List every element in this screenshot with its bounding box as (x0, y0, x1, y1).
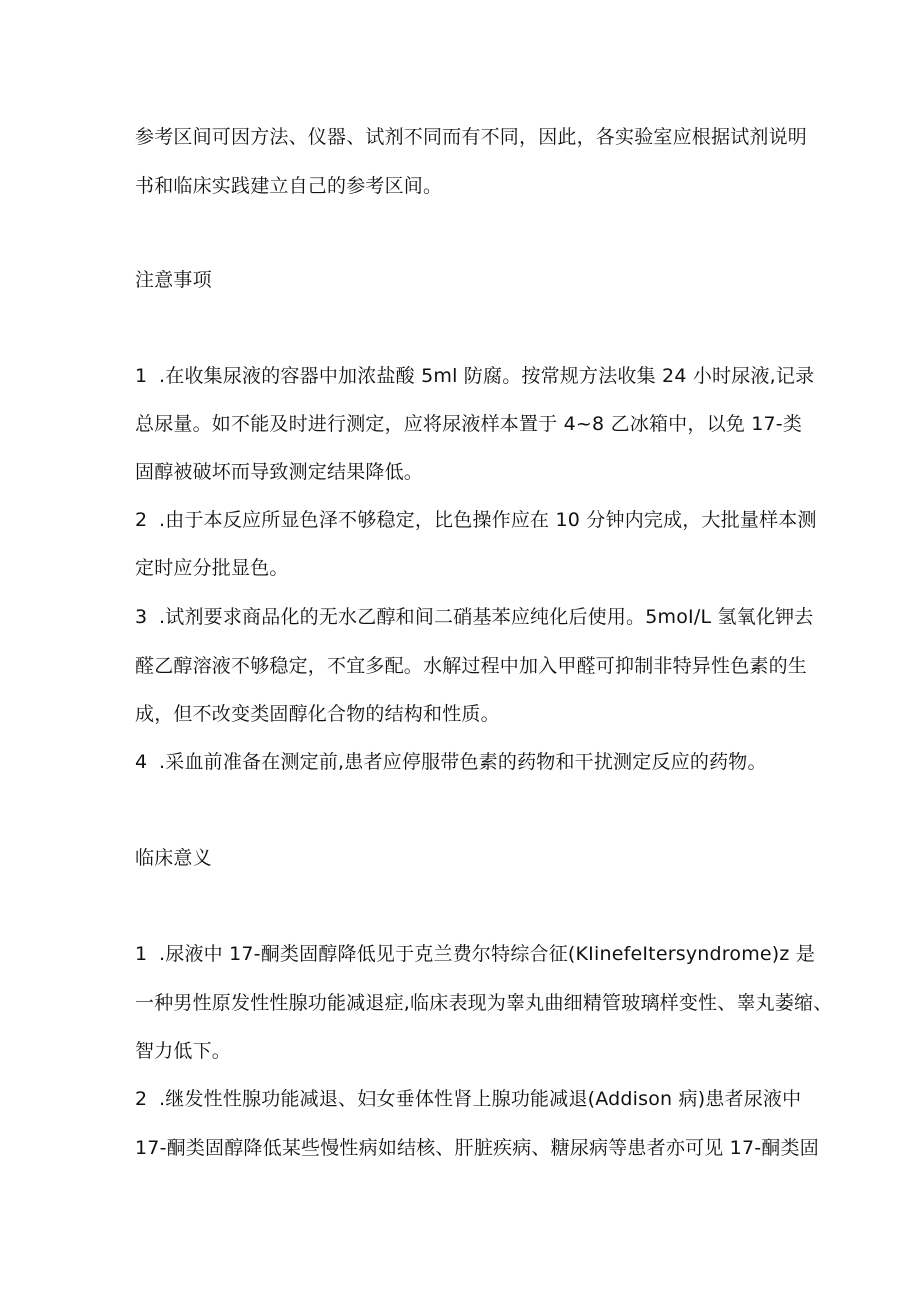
list-number: 2 (135, 509, 148, 531)
clinical-item-1-line (135, 942, 815, 966)
clinical-item-1-line: 一种男性原发性性腺功能减退症,临床表现为睾丸曲细精管玻璃样变性、睾丸萎缩、 (135, 992, 833, 1014)
clinical-item-2-line: 17-酮类固醇降低某些慢性病如结核、肝脏疾病、糖尿病等患者亦可见 17-酮类固 (135, 1137, 819, 1159)
list-number: 3 (135, 606, 148, 628)
list-number: 1 (135, 943, 148, 965)
list-number: 1 (135, 365, 148, 387)
list-item-1-line (135, 364, 814, 388)
list-item-1-line: 固醇被破坏而导致测定结果降低。 (135, 461, 424, 483)
list-text: .在收集尿液的容器中加浓盐酸 5ml 防腐。按常规方法收集 24 小时尿液,记录 (159, 365, 815, 387)
list-item-3-line: 成，但不改变类固醇化合物的结构和性质。 (135, 703, 500, 725)
section-heading-clinical-significance: 临床意义 (135, 847, 212, 869)
list-text: .采血前准备在测定前,患者应停服带色素的药物和干扰测定反应的药物。 (159, 751, 767, 773)
section-heading-precautions: 注意事项 (135, 269, 212, 291)
list-item-3-line: 醛乙醇溶液不够稳定，不宜多配。水解过程中加入甲醛可抑制非特异性色素的生 (135, 655, 808, 677)
list-number: 4 (135, 751, 148, 773)
list-text: .尿液中 17-酮类固醇降低见于克兰费尔特综合征(KIinefeItersyndrome)z 是 (159, 943, 816, 965)
paragraph-line: 书和临床实践建立自己的参考区间。 (135, 175, 443, 197)
clinical-item-2-line (135, 1087, 801, 1111)
list-item-4-line (135, 750, 767, 774)
list-item-1-line: 总尿量。如不能及时进行测定，应将尿液样本置于 4~8 乙冰箱中，以免 17-类 (135, 413, 803, 435)
list-text: .试剂要求商品化的无水乙醇和间二硝基苯应纯化后使用。5moI∕L 氢氧化钾去 (159, 606, 814, 628)
list-text: .继发性性腺功能减退、妇女垂体性肾上腺功能减退(Addison 病)患者尿液中 (159, 1088, 802, 1110)
list-item-3-line (135, 605, 814, 629)
list-number: 2 (135, 1088, 148, 1110)
list-text: .由于本反应所显色泽不够稳定，比色操作应在 10 分钟内完成，大批量样本测 (159, 509, 817, 531)
list-item-2-line: 定时应分批显色。 (135, 557, 289, 579)
paragraph-line: 参考区间可因方法、仪器、试剂不同而有不同，因此，各实验室应根据试剂说明 (135, 126, 808, 148)
clinical-item-1-line: 智力低下。 (135, 1040, 232, 1062)
list-item-2-line (135, 508, 817, 532)
